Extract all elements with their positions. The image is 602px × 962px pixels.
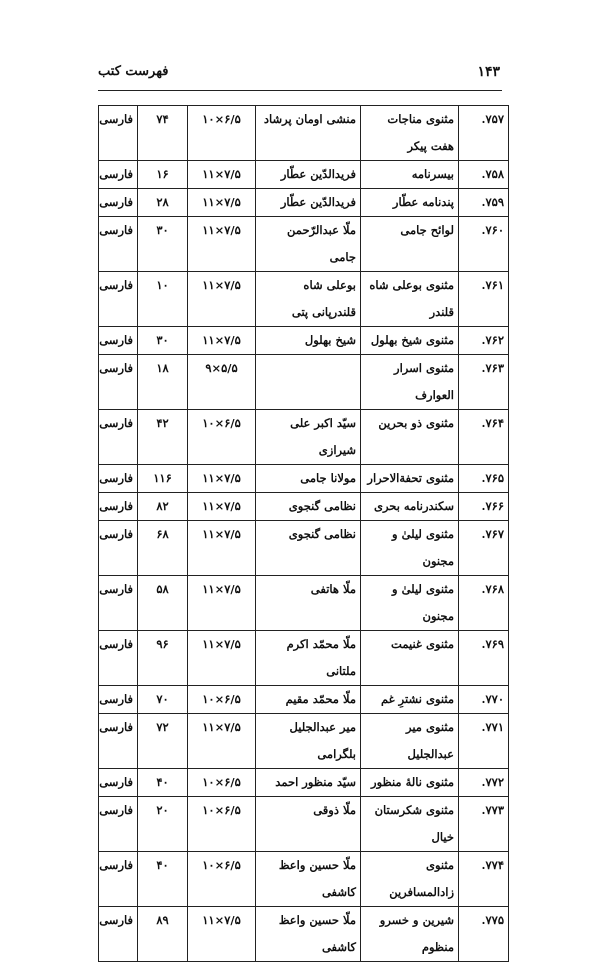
book-language: فارسی <box>99 769 138 797</box>
book-author: ملّا محمّد مقیم <box>256 686 361 714</box>
book-author: ملّا محمّد اکرم ملتانی <box>256 631 361 686</box>
book-title: مثنوی میر عبدالجلیل <box>361 714 459 769</box>
book-language: فارسی <box>99 493 138 521</box>
book-language: فارسی <box>99 355 138 410</box>
entry-number: ۷۵۹. <box>459 189 509 217</box>
page-count: ۷۴ <box>138 106 188 161</box>
book-title: مثنوی غنیمت <box>361 631 459 686</box>
book-author: ملّا حسین واعظ کاشفی <box>256 852 361 907</box>
book-author: سیّد منظور احمد <box>256 769 361 797</box>
page-count: ۴۲ <box>138 410 188 465</box>
table-row <box>99 272 509 327</box>
book-title: سکندرنامه بحری <box>361 493 459 521</box>
page-count: ۳۰ <box>138 327 188 355</box>
book-title: مثنوی شیخ بهلول <box>361 327 459 355</box>
page-count: ۱۱۶ <box>138 465 188 493</box>
book-title: لوائح جامی <box>361 217 459 272</box>
book-title: مثنوی لیلیٰ و مجنون <box>361 521 459 576</box>
book-size: ۱۱×۷/۵ <box>188 161 256 189</box>
book-language: فارسی <box>99 852 138 907</box>
book-size: ۱۱×۷/۵ <box>188 493 256 521</box>
book-size: ۱۱×۷/۵ <box>188 631 256 686</box>
book-author: فریدالدّین عطّار <box>256 161 361 189</box>
running-title: فهرست کتب <box>98 64 169 79</box>
page-count: ۶۸ <box>138 521 188 576</box>
entry-number: ۷۶۰. <box>459 217 509 272</box>
entry-number: ۷۶۸. <box>459 576 509 631</box>
table-row <box>99 355 509 410</box>
book-size: ۱۱×۷/۵ <box>188 576 256 631</box>
entry-number: ۷۶۳. <box>459 355 509 410</box>
book-size: ۱۱×۷/۵ <box>188 217 256 272</box>
book-language: فارسی <box>99 410 138 465</box>
table-row <box>99 327 509 355</box>
book-author: نظامی گنجوی <box>256 493 361 521</box>
catalog-table-body <box>99 106 509 962</box>
book-author: مولانا جامی <box>256 465 361 493</box>
book-size: ۱۰×۶/۵ <box>188 769 256 797</box>
table-row <box>99 189 509 217</box>
book-title: مثنوی لیلیٰ و مجنون <box>361 576 459 631</box>
book-language: فارسی <box>99 465 138 493</box>
book-title: مثنوی نالهٔ منظور <box>361 769 459 797</box>
entry-number: ۷۶۹. <box>459 631 509 686</box>
entry-number: ۷۶۷. <box>459 521 509 576</box>
page-count: ۸۹ <box>138 907 188 962</box>
entry-number: ۷۷۲. <box>459 769 509 797</box>
book-title: مثنوی شکرستان خیال <box>361 797 459 852</box>
book-title: مثنوی تحفةالاحرار <box>361 465 459 493</box>
book-size: ۱۰×۶/۵ <box>188 686 256 714</box>
book-author: سیّد اکبر علی شیرازی <box>256 410 361 465</box>
book-language: فارسی <box>99 686 138 714</box>
entry-number: ۷۷۱. <box>459 714 509 769</box>
entry-number: ۷۶۲. <box>459 327 509 355</box>
page-header <box>98 64 500 86</box>
page-count: ۱۶ <box>138 161 188 189</box>
table-row <box>99 797 509 852</box>
page-count: ۵۸ <box>138 576 188 631</box>
book-size: ۱۱×۷/۵ <box>188 465 256 493</box>
book-language: فارسی <box>99 797 138 852</box>
book-title: بیسرنامه <box>361 161 459 189</box>
entry-number: ۷۶۱. <box>459 272 509 327</box>
book-language: فارسی <box>99 161 138 189</box>
book-language: فارسی <box>99 327 138 355</box>
page-count: ۱۰ <box>138 272 188 327</box>
table-row <box>99 576 509 631</box>
table-row <box>99 465 509 493</box>
page-count: ۹۶ <box>138 631 188 686</box>
entry-number: ۷۶۴. <box>459 410 509 465</box>
table-row <box>99 714 509 769</box>
table-row <box>99 106 509 161</box>
entry-number: ۷۷۴. <box>459 852 509 907</box>
book-language: فارسی <box>99 272 138 327</box>
entry-number: ۷۷۵. <box>459 907 509 962</box>
book-language: فارسی <box>99 714 138 769</box>
page-count: ۲۸ <box>138 189 188 217</box>
entry-number: ۷۶۶. <box>459 493 509 521</box>
book-language: فارسی <box>99 106 138 161</box>
book-title: مثنوی زادالمسافرین <box>361 852 459 907</box>
table-row <box>99 686 509 714</box>
header-rule <box>98 90 502 91</box>
book-language: فارسی <box>99 907 138 962</box>
entry-number: ۷۵۷. <box>459 106 509 161</box>
entry-number: ۷۷۰. <box>459 686 509 714</box>
table-row <box>99 521 509 576</box>
entry-number: ۷۵۸. <box>459 161 509 189</box>
page-count: ۷۰ <box>138 686 188 714</box>
book-language: فارسی <box>99 576 138 631</box>
table-row <box>99 217 509 272</box>
book-title: مثنوی اسرار العوارف <box>361 355 459 410</box>
book-title: مثنوی مناجات هفت پیکر <box>361 106 459 161</box>
page-count: ۴۰ <box>138 769 188 797</box>
book-author: ملّا ذوقی <box>256 797 361 852</box>
book-size: ۱۰×۶/۵ <box>188 852 256 907</box>
book-author: نظامی گنجوی <box>256 521 361 576</box>
table-row <box>99 161 509 189</box>
book-author: فریدالدّین عطّار <box>256 189 361 217</box>
page-number: ۱۴۳ <box>477 64 500 80</box>
page-count: ۳۰ <box>138 217 188 272</box>
book-size: ۱۱×۷/۵ <box>188 272 256 327</box>
book-title: مثنوی نشترِ غم <box>361 686 459 714</box>
book-size: ۱۰×۶/۵ <box>188 410 256 465</box>
page-count: ۷۲ <box>138 714 188 769</box>
page-count: ۴۰ <box>138 852 188 907</box>
book-author: میر عبدالجلیل بلگرامی <box>256 714 361 769</box>
table-row <box>99 410 509 465</box>
book-size: ۱۱×۷/۵ <box>188 327 256 355</box>
book-title: شیرین و خسرو منظوم <box>361 907 459 962</box>
book-size: ۱۱×۷/۵ <box>188 714 256 769</box>
book-title: مثنوی بوعلی شاه قلندر <box>361 272 459 327</box>
book-author: شیخ بهلول <box>256 327 361 355</box>
book-size: ۱۱×۷/۵ <box>188 521 256 576</box>
book-size: ۱۱×۷/۵ <box>188 907 256 962</box>
book-size: ۱۰×۶/۵ <box>188 797 256 852</box>
page-count: ۲۰ <box>138 797 188 852</box>
table-row <box>99 907 509 962</box>
page-count: ۱۸ <box>138 355 188 410</box>
book-language: فارسی <box>99 189 138 217</box>
book-size: ۱۱×۷/۵ <box>188 189 256 217</box>
table-row <box>99 769 509 797</box>
book-size: ۹×۵/۵ <box>188 355 256 410</box>
book-language: فارسی <box>99 521 138 576</box>
book-author: ملّا حسین واعظ کاشفی <box>256 907 361 962</box>
book-title: مثنوی ذو بحرین <box>361 410 459 465</box>
book-title: پندنامه عطّار <box>361 189 459 217</box>
book-author: منشی اومان پرشاد <box>256 106 361 161</box>
book-author: بوعلی شاه قلندرپانی پتی <box>256 272 361 327</box>
entry-number: ۷۶۵. <box>459 465 509 493</box>
book-author: ملّا عبدالرّحمن جامی <box>256 217 361 272</box>
page-count: ۸۲ <box>138 493 188 521</box>
book-language: فارسی <box>99 217 138 272</box>
table-row <box>99 493 509 521</box>
book-size: ۱۰×۶/۵ <box>188 106 256 161</box>
entry-number: ۷۷۳. <box>459 797 509 852</box>
book-language: فارسی <box>99 631 138 686</box>
table-row <box>99 852 509 907</box>
table-row <box>99 631 509 686</box>
catalog-table <box>98 105 509 962</box>
book-author: ملّا هاتفی <box>256 576 361 631</box>
book-author <box>256 355 361 410</box>
